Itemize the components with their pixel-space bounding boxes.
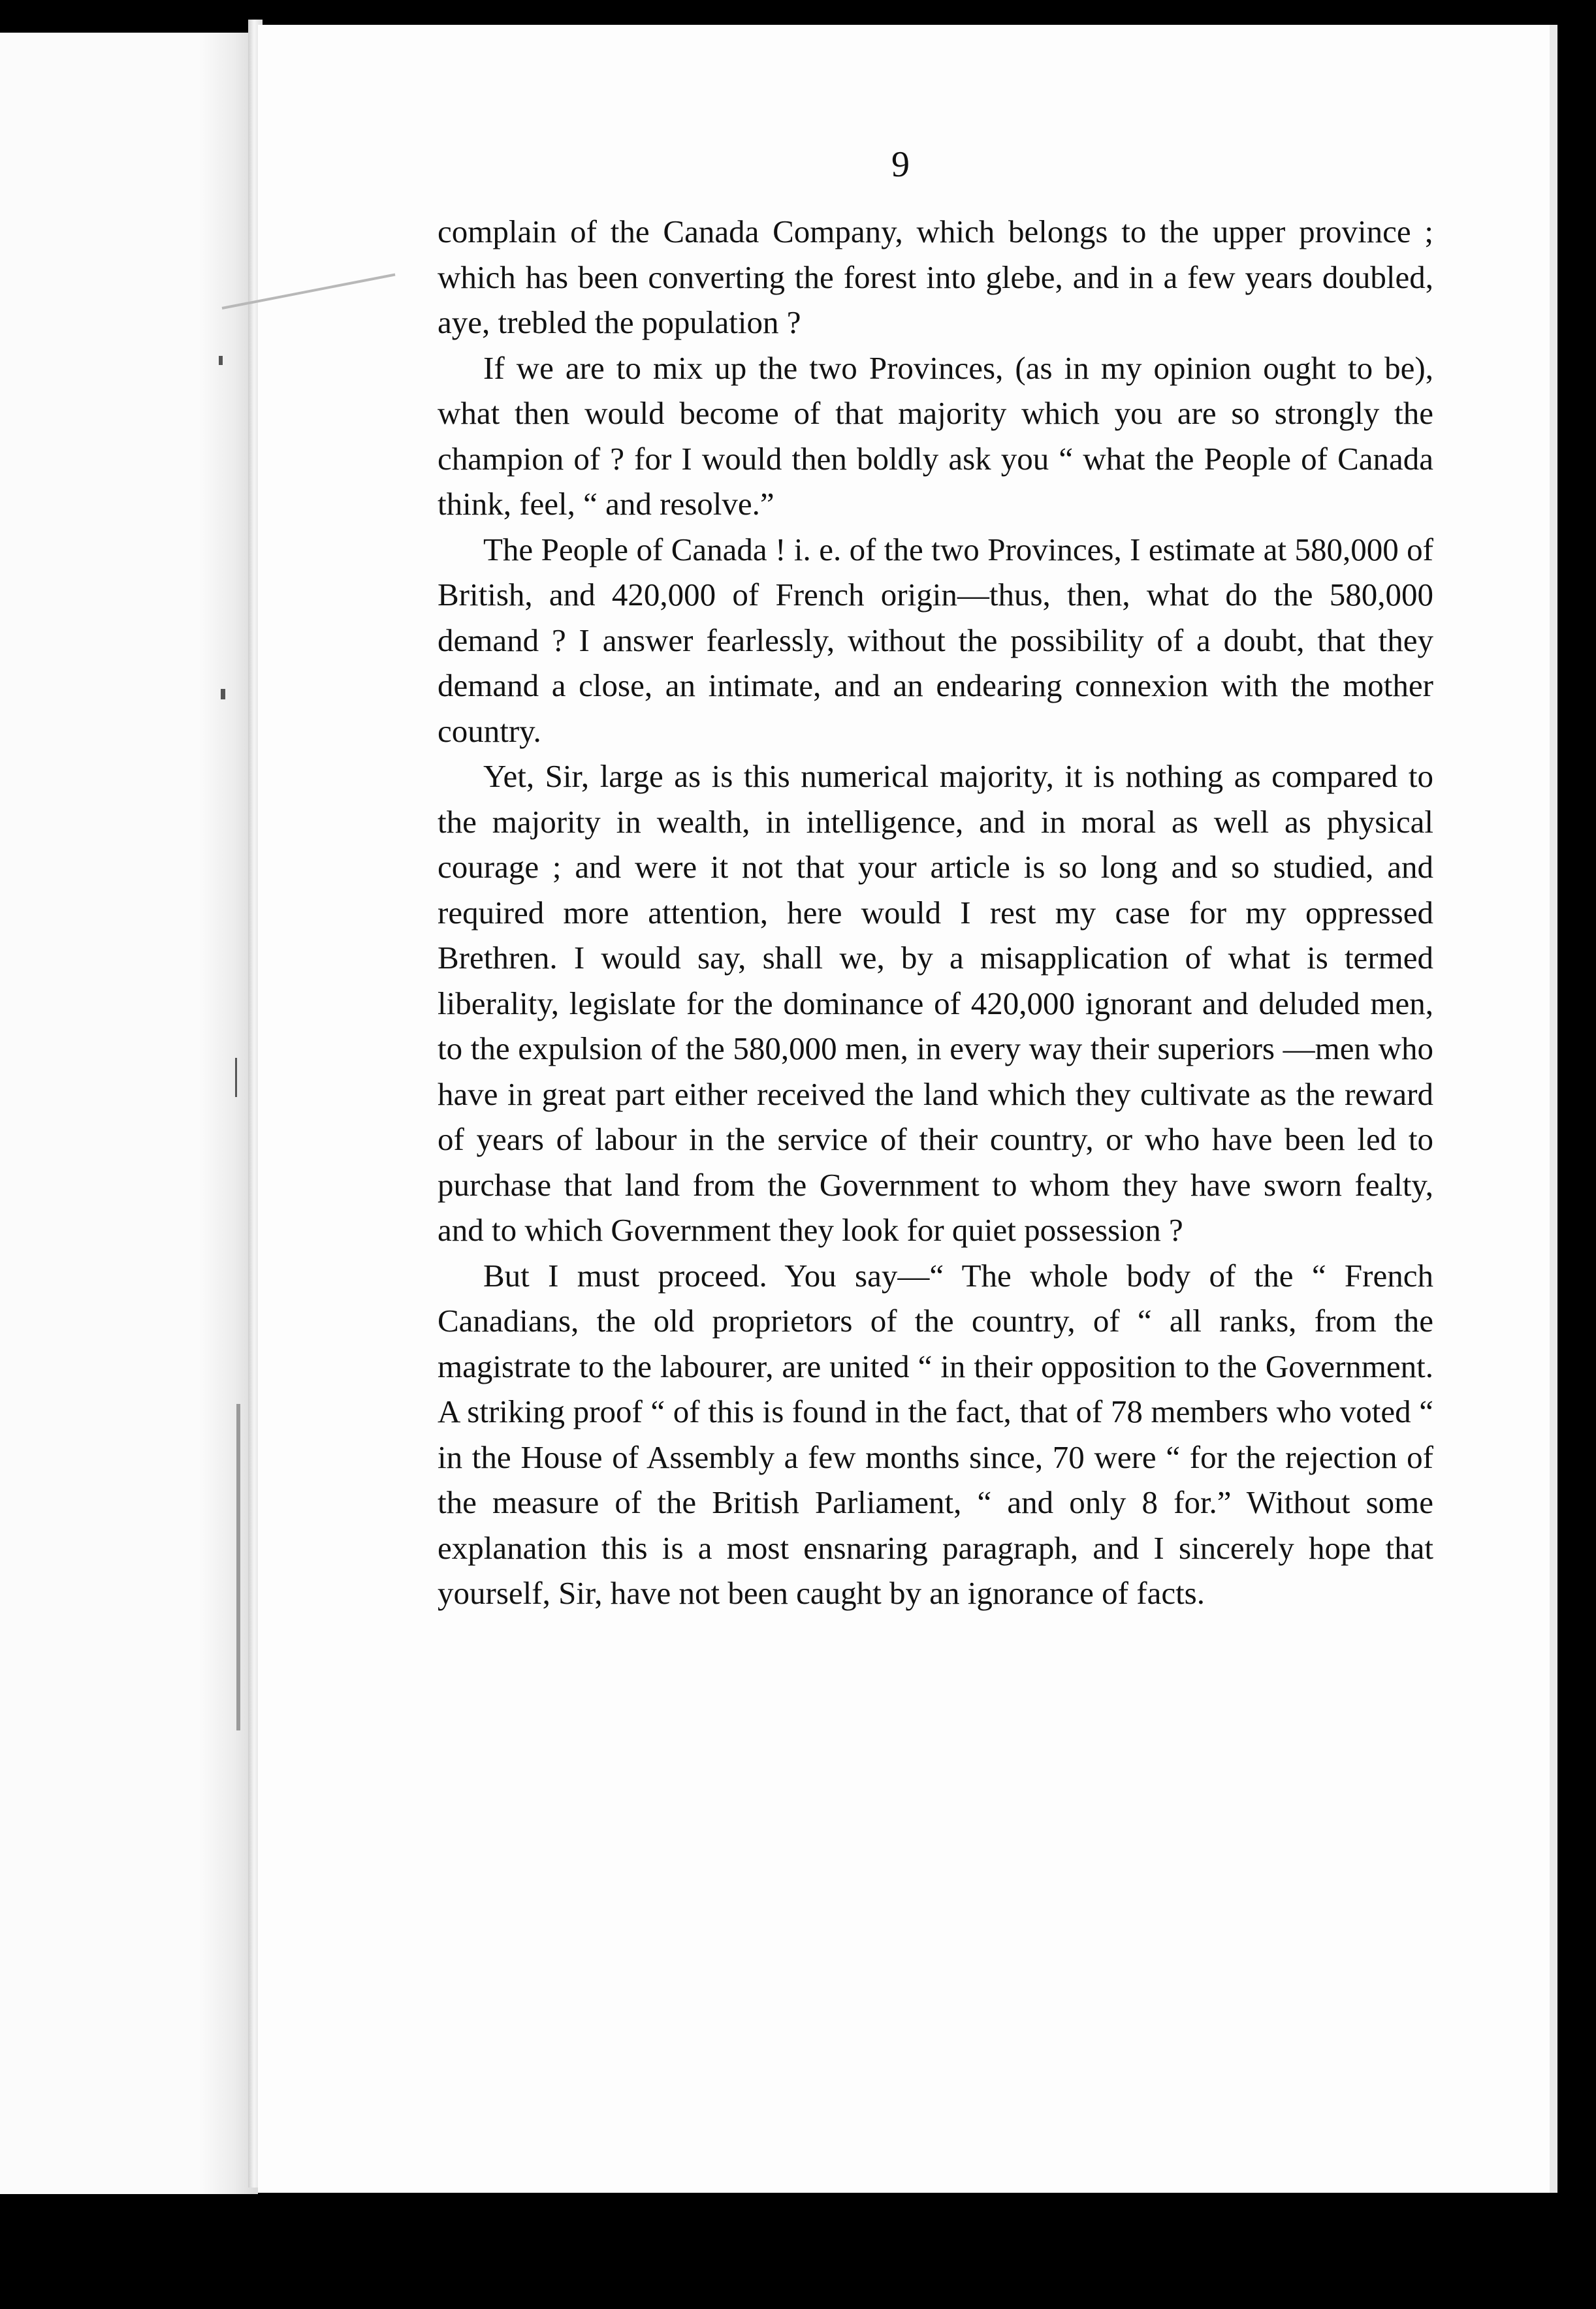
paragraph-2: If we are to mix up the two Provinces, (as in my opinion ought to be), what then would become of that majority which you are so strongly the champion of ? for I would then boldly ask you “ what the People of Canada think, feel, “ and resolve.” [438, 349, 1433, 522]
paragraph-5: But I must proceed. You say—“ The whole body of the “ French Canadians, the old proprietors of the country, of “ all ranks, from the magistrate to the labourer, are united “ in their opposition to the Government. A striking proof “ of this is found in the fact, that of 78 members who voted “ in the House of Assembly a few months since, 70 were “ for the rejection of the measure of the British Parliament, “ and only 8 for.” Without some explanation this is a most ensnaring paragraph, and I sincerely hope that yourself, Sir, have not been caught by an ignorance of facts. [438, 1257, 1433, 1611]
margin-speck [235, 1058, 237, 1097]
page-body-text [438, 209, 1433, 1616]
paragraph-1: complain of the Canada Company, which belongs to the upper province ; which has been converting the forest into glebe, and in a few years doubled, aye, trebled the population ? [438, 214, 1433, 340]
page-number: 9 [891, 144, 910, 185]
paragraph-4: Yet, Sir, large as is this numerical majority, it is nothing as compared to the majority in wealth, in intelligence, and in moral as well as physical courage ; and were it not that your article is so long and so studied, and required more attention, here would I rest my case for my oppressed Brethren. I would say, shall we, by a misapplication of what is termed liberality, legislate for the dominance of 420,000 ignorant and deluded men, to the expulsion of the 580,000 men, in every way their superiors —men who have in great part either received the land which they cultivate as the reward of years of labour in the service of their country, or who have been led to purchase that land from the Government to whom they have sworn fealty, and to which Government they look for quiet possession ? [438, 758, 1433, 1248]
page-edge [1550, 25, 1557, 2193]
paragraph-3: The People of Canada ! i. e. of the two Provinces, I estimate at 580,000 of British, and 420,000 of French origin—thus, then, what do the 580,000 demand ? I answer fearlessly, without the possibility of a doubt, that they demand a close, an intimate, and an endearing connexion with the mother country. [438, 531, 1433, 749]
margin-speck [221, 689, 225, 699]
margin-speck [236, 1404, 240, 1730]
margin-speck [219, 356, 223, 365]
